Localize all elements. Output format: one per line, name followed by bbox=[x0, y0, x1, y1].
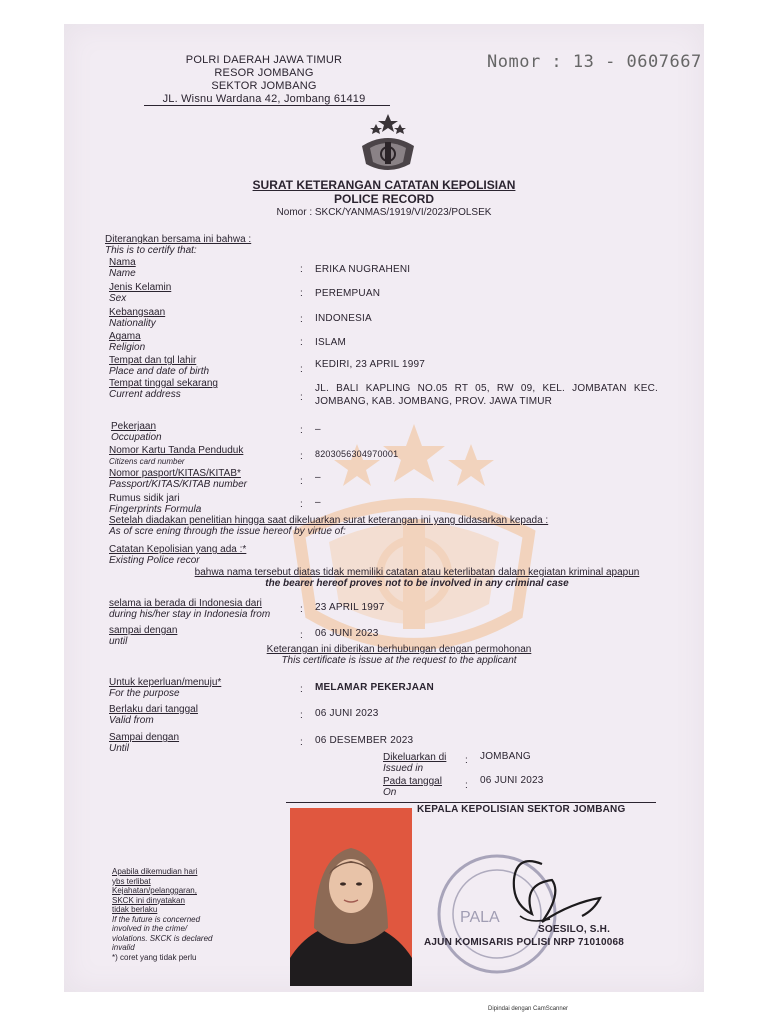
field-name-value: ERIKA NUGRAHENI bbox=[315, 264, 411, 275]
note-line: *) coret yang tidak perlu bbox=[112, 952, 197, 962]
label-id: Kebangsaan bbox=[109, 307, 166, 318]
handwritten-serial-number: Nomor : 13 - 0607667 bbox=[487, 52, 702, 72]
label-en: For the purpose bbox=[109, 688, 180, 699]
intro-english: This is to certify that: bbox=[105, 245, 197, 256]
purpose-label bbox=[109, 677, 221, 699]
label-en: Fingerprints Formula bbox=[109, 504, 202, 515]
label-en: Occupation bbox=[111, 432, 162, 443]
label-en: Citizens card number bbox=[109, 457, 185, 466]
intro bbox=[105, 234, 251, 256]
colon: : bbox=[300, 684, 303, 695]
field-name-label bbox=[109, 257, 136, 279]
title-indonesian: SURAT KETERANGAN CATATAN KEPOLISIAN bbox=[252, 178, 516, 192]
field-passport-value: – bbox=[315, 472, 321, 483]
record-statement bbox=[177, 567, 657, 589]
label-id: sampai dengan bbox=[109, 625, 178, 636]
field-passport-label bbox=[109, 468, 247, 490]
note-line: ybs terlibat bbox=[112, 876, 151, 886]
issued-at-value: JOMBANG bbox=[480, 751, 531, 762]
certificate-indonesian: Keterangan ini diberikan berhubungan dengan permohonan bbox=[266, 644, 532, 655]
label-id: Nomor pasport/KITAS/KITAB* bbox=[109, 468, 241, 479]
field-address-value bbox=[315, 382, 658, 408]
certificate-statement bbox=[214, 644, 584, 666]
record-english: Existing Police recor bbox=[109, 555, 200, 566]
note-line: If the future is concerned bbox=[112, 914, 201, 924]
label-id: Agama bbox=[109, 331, 141, 342]
note-line: Apabila dikemudian hari bbox=[112, 867, 198, 876]
label-en: Nationality bbox=[109, 318, 156, 329]
label-id: Nama bbox=[109, 257, 136, 268]
colon: : bbox=[300, 499, 303, 510]
colon: : bbox=[300, 337, 303, 348]
colon: : bbox=[300, 364, 303, 375]
label-en: Religion bbox=[109, 342, 146, 353]
colon: : bbox=[300, 288, 303, 299]
issued-on-label bbox=[383, 776, 442, 798]
label-id: Berlaku dari tanggal bbox=[109, 704, 198, 715]
scanner-watermark-text: Dipindai dengan CamScanner bbox=[488, 1006, 569, 1012]
colon: : bbox=[300, 392, 303, 403]
label-en: Until bbox=[109, 743, 130, 754]
colon: : bbox=[300, 425, 303, 436]
valid-from-label bbox=[109, 704, 198, 726]
official-name: SOESILO, S.H. bbox=[538, 924, 611, 935]
stamp-text: PALA bbox=[460, 909, 500, 926]
colon: : bbox=[300, 264, 303, 275]
label-id: Untuk keperluan/menuju* bbox=[109, 677, 222, 688]
colon: : bbox=[300, 451, 303, 462]
field-birth-label bbox=[109, 355, 209, 377]
valid-until-value: 06 DESEMBER 2023 bbox=[315, 735, 414, 746]
statement-indonesian: bahwa nama tersebut diatas tidak memiliki catatan atau keterlibatan dalam kegiatan kriminal apapun bbox=[194, 567, 640, 578]
document-number: Nomor : SKCK/YANMAS/1919/VI/2023/POLSEK bbox=[276, 207, 492, 218]
field-nationality-value: INDONESIA bbox=[315, 313, 372, 324]
field-nationality-label bbox=[109, 307, 165, 329]
field-occupation-value: – bbox=[315, 424, 321, 435]
label-en: Current address bbox=[109, 389, 181, 400]
label-en: Passport/KITAS/KITAB number bbox=[109, 479, 248, 490]
record-indonesian: Catatan Kepolisian yang ada :* bbox=[109, 544, 247, 555]
research-statement bbox=[109, 515, 669, 537]
field-fingerprint-label bbox=[109, 493, 201, 515]
applicant-photo bbox=[290, 808, 412, 986]
field-religion-label bbox=[109, 331, 145, 353]
valid-from-value: 06 JUNI 2023 bbox=[315, 708, 379, 719]
official-rank: AJUN KOMISARIS POLISI NRP 71010068 bbox=[424, 937, 625, 948]
certificate-english: This certificate is issue at the request to the applicant bbox=[281, 655, 517, 666]
research-indonesian: Setelah diadakan penelitian hingga saat dikeluarkan surat keterangan ini yang didasarkan kepada : bbox=[109, 515, 549, 526]
label-en: Valid from bbox=[109, 715, 154, 726]
field-religion-value: ISLAM bbox=[315, 337, 347, 348]
colon: : bbox=[300, 476, 303, 487]
label-id: Nomor Kartu Tanda Penduduk bbox=[109, 445, 244, 456]
note-line: violations. SKCK is declared bbox=[112, 933, 213, 943]
letterhead bbox=[124, 54, 404, 106]
stay-until-label bbox=[109, 625, 177, 647]
intro-indonesian: Diterangkan bersama ini bahwa : bbox=[105, 234, 252, 245]
research-english: As of scre ening through the issue hereof by virtue of: bbox=[109, 526, 346, 537]
label-id: Sampai dengan bbox=[109, 732, 180, 743]
field-birth-value: KEDIRI, 23 APRIL 1997 bbox=[315, 359, 426, 370]
official-stamp-signature bbox=[422, 824, 625, 974]
stay-from-label bbox=[109, 598, 270, 620]
colon: : bbox=[465, 755, 468, 766]
letterhead-line-1: POLRI DAERAH JAWA TIMUR bbox=[185, 54, 343, 66]
label-id: Dikeluarkan di bbox=[383, 752, 447, 763]
field-sex-label bbox=[109, 282, 171, 304]
record-label bbox=[109, 544, 246, 566]
colon: : bbox=[300, 314, 303, 325]
label-en: until bbox=[109, 636, 128, 647]
label-id: selama ia berada di Indonesia dari bbox=[109, 598, 262, 609]
colon: : bbox=[300, 737, 303, 748]
label-en: Sex bbox=[109, 293, 127, 304]
label-en: Issued in bbox=[383, 763, 424, 774]
letterhead-line-4: JL. Wisnu Wardana 42, Jombang 61419 bbox=[162, 93, 366, 105]
label-en: during his/her stay in Indonesia from bbox=[109, 609, 271, 620]
note-line: invalid bbox=[112, 943, 135, 952]
label-en: On bbox=[383, 787, 397, 798]
label-en: Place and date of birth bbox=[109, 366, 210, 377]
valid-until-label bbox=[109, 732, 179, 754]
note-line: involved in the crime/ bbox=[112, 924, 188, 933]
stay-until-value: 06 JUNI 2023 bbox=[315, 628, 379, 639]
field-nik-value: 8203056304970001 bbox=[315, 449, 399, 459]
label-id: Tempat dan tgl lahir bbox=[109, 355, 197, 366]
letterhead-line-2: RESOR JOMBANG bbox=[214, 67, 314, 79]
letterhead-line-3: SEKTOR JOMBANG bbox=[211, 80, 317, 92]
field-sex-value: PEREMPUAN bbox=[315, 288, 381, 299]
purpose-value: MELAMAR PEKERJAAN bbox=[315, 682, 434, 693]
label-id: Tempat tinggal sekarang bbox=[109, 378, 218, 389]
label-id: Rumus sidik jari bbox=[109, 493, 180, 504]
statement-english: the bearer hereof proves not to be involved in any criminal case bbox=[265, 578, 569, 589]
document-title bbox=[164, 178, 604, 218]
document-sheet bbox=[64, 24, 704, 992]
note-line: tidak berlaku bbox=[112, 905, 158, 914]
note-line: SKCK ini dinyatakan bbox=[112, 895, 185, 905]
title-english: POLICE RECORD bbox=[333, 192, 434, 206]
colon: : bbox=[300, 604, 303, 615]
official-title: KEPALA KEPOLISIAN SEKTOR JOMBANG bbox=[417, 804, 626, 815]
label-en: Name bbox=[109, 268, 136, 279]
field-occupation-label bbox=[111, 421, 162, 443]
validity-notes bbox=[112, 867, 213, 962]
issued-on-value: 06 JUNI 2023 bbox=[480, 775, 544, 786]
issued-at-label bbox=[383, 752, 446, 774]
label-id: Jenis Kelamin bbox=[109, 282, 172, 293]
label-id: Pekerjaan bbox=[111, 421, 157, 432]
stay-from-value: 23 APRIL 1997 bbox=[315, 602, 385, 613]
letterhead-underline bbox=[144, 105, 390, 106]
police-emblem-icon bbox=[352, 112, 424, 174]
label-id: Pada tanggal bbox=[383, 776, 442, 787]
field-fingerprint-value: – bbox=[315, 497, 321, 508]
colon: : bbox=[300, 630, 303, 641]
address-line-1: JL. BALI KAPLING NO.05 RT 05, RW 09, KEL. JOMBATAN KEC. bbox=[315, 383, 658, 394]
field-nik-label bbox=[109, 445, 243, 467]
colon: : bbox=[465, 780, 468, 791]
field-address-label bbox=[109, 378, 218, 400]
address-line-2: JOMBANG, KAB. JOMBANG, PROV. JAWA TIMUR bbox=[315, 396, 553, 407]
note-line: Kejahatan/pelanggaran, bbox=[112, 886, 197, 895]
colon: : bbox=[300, 710, 303, 721]
